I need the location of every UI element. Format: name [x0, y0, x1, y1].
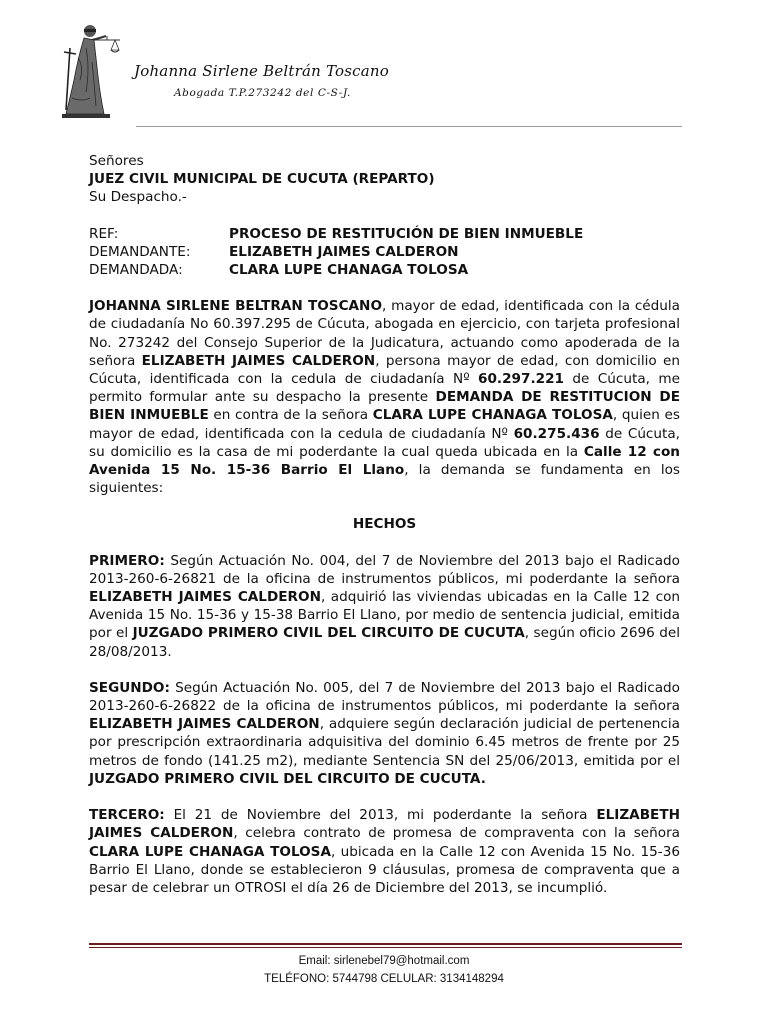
lawyer-name-header: Johanna Sirlene Beltrán Toscano: [134, 62, 389, 80]
tercero-segment: TERCERO:: [89, 807, 165, 824]
plaintiff-value: ELIZABETH JAIMES CALDERON: [229, 243, 459, 260]
footer-email: Email: sirlenebel79@hotmail.com: [298, 955, 470, 967]
fact-segundo: [89, 679, 680, 788]
segundo-segment: ELIZABETH JAIMES CALDERON: [89, 716, 320, 733]
lawyer-credential-header: Abogada T.P.273242 del C-S-J.: [174, 87, 351, 99]
intro-segment: , persona mayor de edad, con domicilio en Cúcuta, identificada con la cedula de ciudadanía Nº: [89, 352, 681, 388]
defendant-label: DEMANDADA:: [89, 262, 183, 279]
tercero-segment: , celebra contrato de promesa de compraventa con la señora: [233, 825, 680, 842]
ref-value: PROCESO DE RESTITUCIÓN DE BIEN INMUEBLE: [229, 225, 584, 242]
primero-segment: JUZGADO PRIMERO CIVIL DEL CIRCUITO DE CUCUTA: [132, 625, 525, 642]
plaintiff-label: DEMANDANTE:: [89, 243, 191, 260]
footer-divider: [89, 943, 682, 945]
header-divider: [136, 126, 682, 127]
primero-segment: ELIZABETH JAIMES CALDERON: [89, 589, 321, 606]
intro-segment: Calle 12 con Avenida 15 No. 15-36 Barrio El Llano: [89, 443, 680, 479]
intro-segment: de Cúcuta, su domicilio es la casa de mi poderdante la cual queda ubicada en la: [89, 425, 681, 460]
fact-primero: [89, 552, 680, 661]
addressee-salutation: Señores: [89, 153, 144, 169]
tercero-segment: CLARA LUPE CHANAGA TOLOSA: [89, 843, 331, 860]
intro-segment: 60.275.436: [513, 425, 600, 442]
segundo-segment: SEGUNDO:: [89, 679, 170, 696]
ref-row: [89, 225, 680, 243]
primero-segment: , adquirió las viviendas ubicadas en la Calle 12 con Avenida 15 No. 15-36 y 15-38 Barrio El Llano, por medio de sentencia judicial, emitida por el: [89, 589, 681, 642]
intro-segment: JOHANNA SIRLENE BELTRAN TOSCANO: [89, 298, 382, 315]
addressee-court: JUEZ CIVIL MUNICIPAL DE CUCUTA (REPARTO): [89, 171, 435, 188]
lady-justice-logo: [60, 18, 130, 120]
segundo-segment: JUZGADO PRIMERO CIVIL DEL CIRCUITO DE CUCUTA.: [89, 770, 486, 787]
fact-tercero: [89, 806, 680, 897]
tercero-segment: , ubicada en la Calle 12 con Avenida 15 No. 15-36 Barrio El Llano, donde se establecieron 9 cláusulas, promesa de compraventa que a pesar de celebrar un OTROSI el día 26 de Diciembre del 2013, se incumplió.: [89, 843, 680, 896]
intro-paragraph: [89, 297, 680, 497]
intro-segment: ELIZABETH JAIMES CALDERON: [141, 352, 376, 369]
primero-segment: PRIMERO:: [89, 552, 165, 569]
intro-segment: de Cúcuta, me permito formular ante su despacho la presente: [89, 371, 680, 406]
footer-divider-thin: [89, 947, 682, 948]
primero-segment: , según oficio 2696 del 28/08/2013.: [89, 625, 680, 660]
intro-segment: CLARA LUPE CHANAGA TOLOSA: [372, 407, 613, 424]
intro-segment: , quien es mayor de edad, identificada con la cedula de ciudadanía Nº: [89, 407, 680, 442]
defendant-value: CLARA LUPE CHANAGA TOLOSA: [229, 262, 469, 279]
plaintiff-row: [89, 243, 680, 261]
segundo-segment: Según Actuación No. 005, del 7 de Noviembre del 2013 bajo el Radicado 2013-260-6-26822 de la oficina de instrumentos públicos, mi poderdante la señora: [89, 679, 680, 715]
section-title: HECHOS: [352, 516, 417, 533]
tercero-segment: El 21 de Noviembre del 2013, mi poderdante la señora: [164, 807, 597, 824]
letter-body: [89, 152, 680, 897]
primero-segment: Según Actuación No. 004, del 7 de Noviembre del 2013 bajo el Radicado 2013-260-6-26821 de la oficina de instrumentos públicos, mi poderdante la señora: [89, 552, 680, 587]
intro-segment: DEMANDA DE RESTITUCION DE BIEN INMUEBLE: [89, 389, 680, 424]
intro-segment: 60.297.221: [478, 371, 564, 388]
ref-label: REF:: [89, 225, 119, 242]
intro-segment: , la demanda se fundamenta en los siguientes:: [89, 462, 680, 497]
footer-phone: TELÉFONO: 5744798 CELULAR: 3134148294: [264, 973, 504, 985]
tercero-segment: ELIZABETH JAIMES CALDERON: [89, 807, 680, 842]
defendant-row: [89, 261, 680, 279]
segundo-segment: , adquiere según declaración judicial de pertenencia por prescripción extraordinaria adquisitiva del dominio 6.45 metros de frente por 25 metros de fondo (141.25 m2), mediante Sentencia SN del 25/06/2013, emitida por el: [89, 716, 681, 769]
addressee-office: Su Despacho.-: [89, 189, 187, 206]
intro-segment: en contra de la señora: [208, 407, 373, 424]
intro-segment: , mayor de edad, identificada con la cédula de ciudadanía No 60.397.295 de Cúcuta, abogada en ejercicio, con tarjeta profesional No. 273242 del Consejo Superior de la Judicatura, actuando como apoderada de la señora: [89, 298, 681, 369]
